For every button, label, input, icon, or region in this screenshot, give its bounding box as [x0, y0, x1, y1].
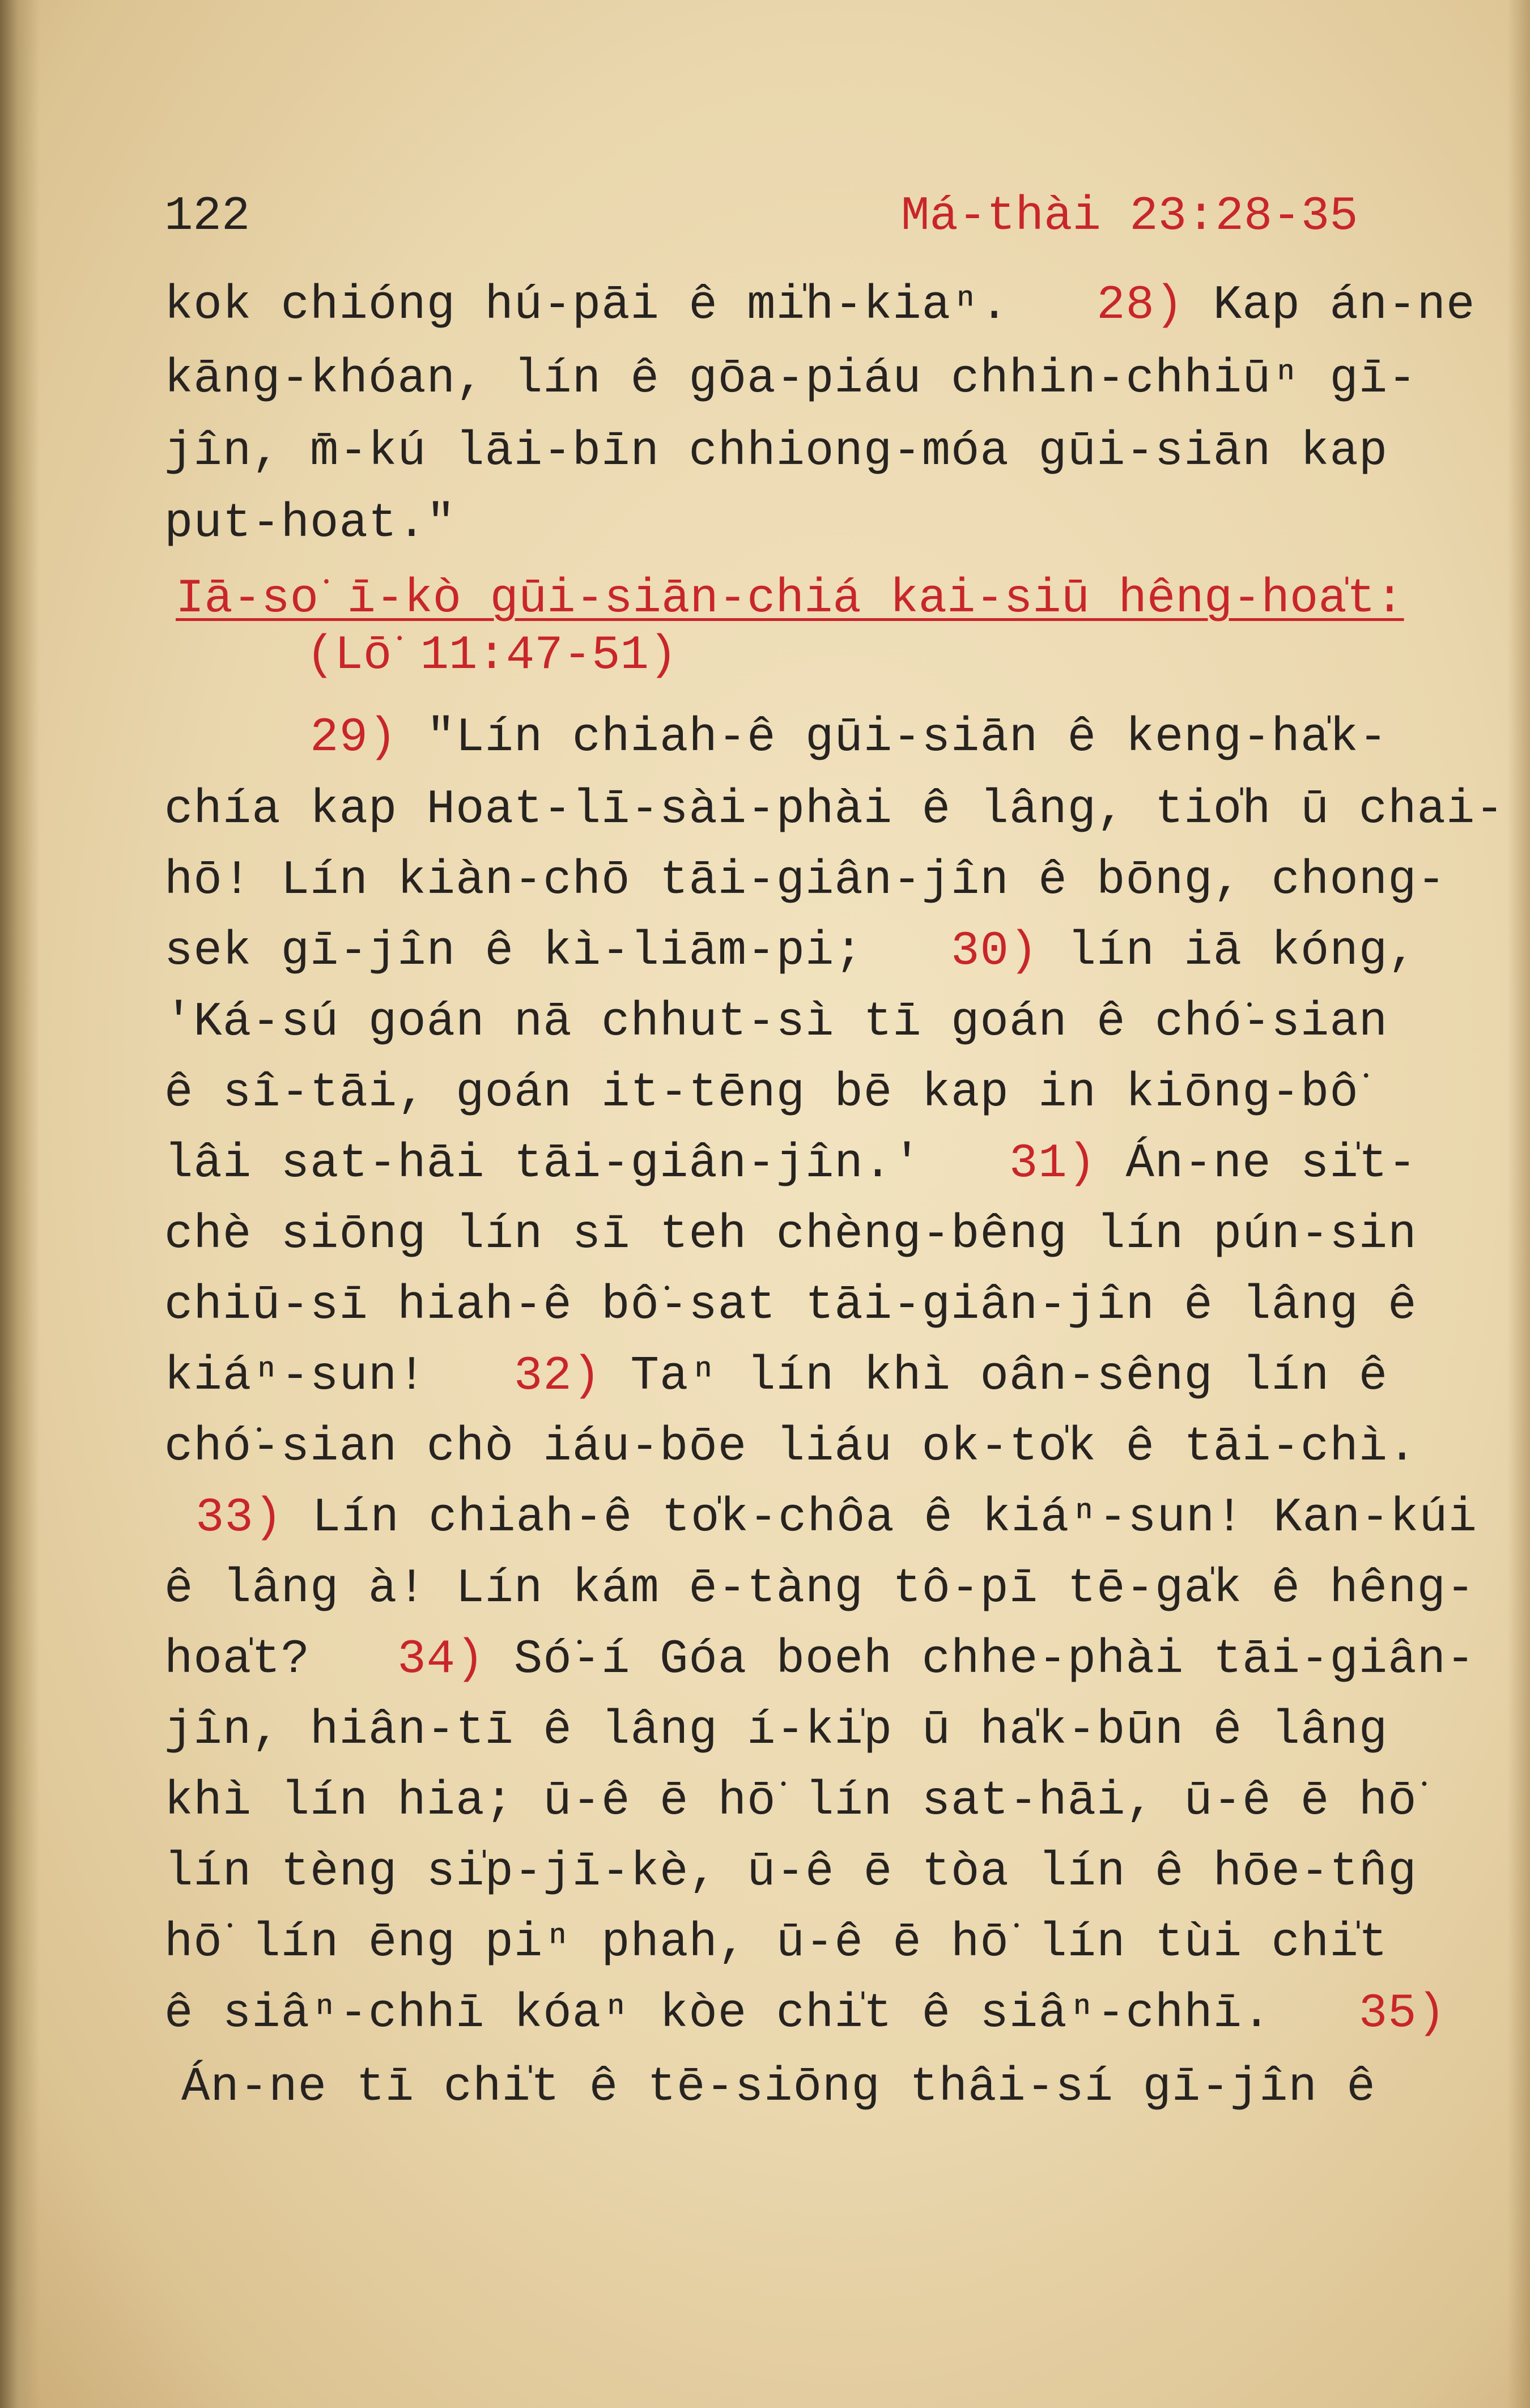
section-reference: (Lō͘ 11:47-51)	[306, 629, 678, 683]
text-line	[164, 1632, 1490, 1688]
text-segment: hoa̍t?	[164, 1633, 398, 1687]
text-segment: Án-ne tī chi̍t ê tē-siōng thâi-sí gī-jîn ê	[181, 2061, 1376, 2115]
text-line	[164, 853, 1490, 909]
text-segment: chè siōng lín sī teh chèng-bêng lín pún-sin	[164, 1208, 1417, 1262]
text-segment: sek gī-jîn ê kì-liām-pi;	[164, 925, 951, 978]
text-line	[181, 2060, 1507, 2116]
text-segment: jîn, m̄-kú lāi-bīn chhiong-móa gūi-siān kap	[164, 425, 1388, 479]
verse-number: 29)	[310, 711, 398, 765]
text-segment: kok chióng hú-pāi ê mi̍h-kiaⁿ.	[164, 279, 1097, 333]
text-segment: lín iā kóng,	[1038, 925, 1417, 978]
verse-number: 31)	[1009, 1137, 1097, 1191]
text-line	[164, 710, 1490, 767]
text-line	[164, 1348, 1490, 1405]
text-line	[164, 994, 1490, 1051]
text-segment: hō! Lín kiàn-chō tāi-giân-jîn ê bōng, chong-	[164, 854, 1446, 908]
text-segment: jîn, hiân-tī ê lâng í-ki̍p ū ha̍k-būn ê lâng	[164, 1704, 1388, 1758]
text-line	[164, 1136, 1490, 1193]
text-line	[164, 1703, 1490, 1759]
verse-number: 28)	[1096, 279, 1184, 333]
text-segment: ê lâng à! Lín kám ē-tàng tô-pī tē-ga̍k ê hêng-	[164, 1562, 1476, 1616]
text-segment: kiáⁿ-sun!	[164, 1350, 514, 1403]
verse-number: 32)	[513, 1350, 602, 1403]
text-line	[164, 424, 1490, 480]
verse-number: 33)	[196, 1491, 283, 1545]
text-segment: ê siâⁿ-chhī kóaⁿ kòe chi̍t ê siâⁿ-chhī.	[164, 1987, 1359, 2041]
text-line	[164, 496, 1490, 552]
verse-number: 35)	[1358, 1987, 1446, 2041]
text-segment: put-hoat."	[164, 497, 456, 551]
text-segment: Lín chiah-ê to̍k-chôa ê kiáⁿ-sun! Kan-kúi	[283, 1491, 1477, 1545]
text-segment	[164, 711, 310, 765]
section-heading: Iā-so͘ ī-kò gūi-siān-chiá kai-siū hêng-hoa̍t:	[176, 572, 1404, 626]
text-line	[164, 351, 1490, 408]
text-line	[164, 1915, 1490, 1972]
text-segment: 'Ká-sú goán nā chhut-sì tī goán ê chó͘-sian	[164, 995, 1388, 1049]
text-line	[164, 1986, 1490, 2043]
page-number: 122	[164, 190, 250, 244]
text-segment: kāng-khóan, lín ê gōa-piáu chhin-chhiūⁿ gī-	[164, 352, 1417, 406]
text-line	[164, 1773, 1490, 1830]
text-line	[164, 278, 1490, 334]
text-segment: chó͘-sian chò iáu-bōe liáu ok-to̍k ê tāi-chì.	[164, 1420, 1417, 1474]
text-line	[164, 1419, 1490, 1476]
text-segment: Án-ne si̍t-	[1096, 1137, 1417, 1191]
text-segment: Taⁿ lín khì oân-sêng lín ê	[601, 1350, 1388, 1403]
verse-number: 34)	[397, 1633, 485, 1687]
text-segment: chía kap Hoat-lī-sài-phài ê lâng, tio̍h ū chai-	[164, 783, 1504, 837]
text-segment: lín tèng si̍p-jī-kè, ū-ê ē tòa lín ê hōe-tn̂g	[164, 1845, 1417, 1899]
text-segment: "Lín chiah-ê gūi-siān ê keng-ha̍k-	[397, 711, 1388, 765]
text-line	[164, 924, 1490, 980]
text-segment: hō͘ lín ēng piⁿ phah, ū-ê ē hō͘ lín tùi chi̍t	[164, 1916, 1388, 1970]
verse-number: 30)	[951, 925, 1039, 978]
text-segment: khì lín hia; ū-ê ē hō͘ lín sat-hāi, ū-ê ē hō͘	[164, 1775, 1417, 1828]
text-line	[164, 1561, 1490, 1618]
text-line	[164, 1844, 1490, 1901]
text-line	[164, 1065, 1490, 1122]
text-line	[164, 1278, 1490, 1334]
text-segment: ê sî-tāi, goán it-tēng bē kap in kiōng-bô͘	[164, 1066, 1359, 1120]
running-title: Má-thài 23:28-35	[901, 190, 1358, 244]
text-line	[164, 782, 1504, 839]
text-segment: lâi sat-hāi tāi-giân-jîn.'	[164, 1137, 1009, 1191]
text-line	[196, 1490, 1522, 1547]
text-segment: Kap án-ne	[1184, 279, 1476, 333]
text-line	[164, 1207, 1490, 1263]
text-segment: chiū-sī hiah-ê bô͘-sat tāi-giân-jîn ê lâng ê	[164, 1279, 1417, 1333]
text-segment: Só͘-í Góa boeh chhe-phài tāi-giân-	[484, 1633, 1476, 1687]
